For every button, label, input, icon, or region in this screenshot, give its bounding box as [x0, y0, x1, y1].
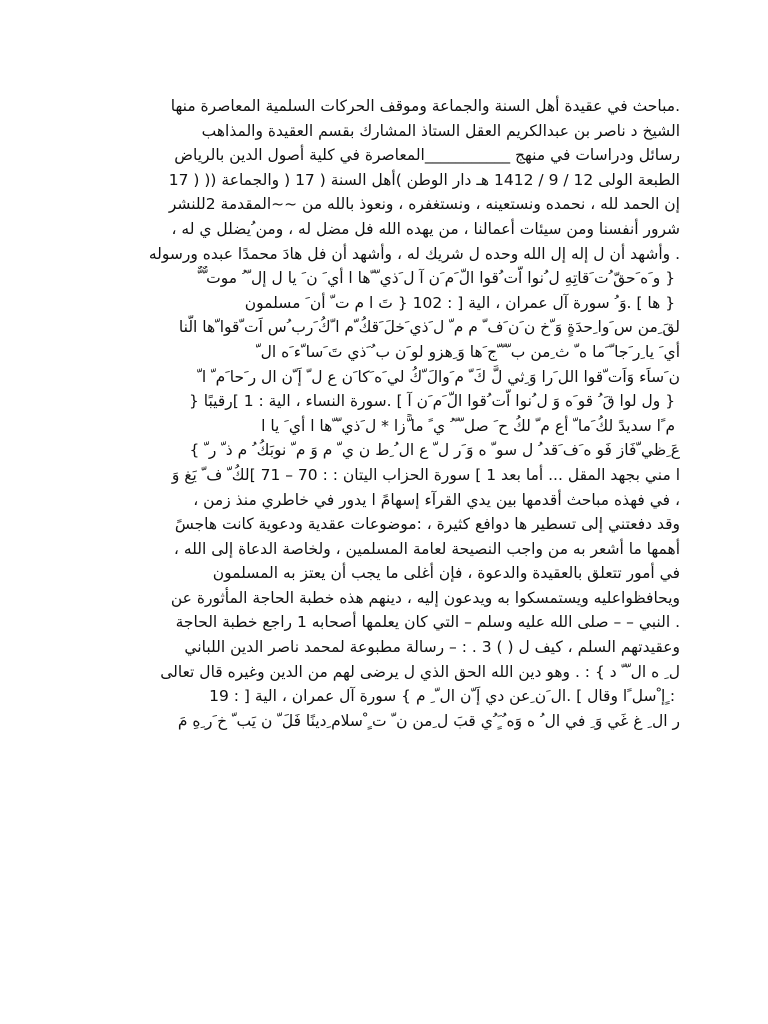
doc-line-15: عَ ِظي ّفَاز فَو ه َف َقد ُ ل سو ّ ه وَ َر ل ّ ع ال ُ ِط ن ي ّ م وَ م ّ نوبَكُ ُ م ذ ّ ر ّ }	[189, 441, 680, 460]
doc-line-7: . وأشهد أن ل إله إل الله وحده ل شريك له ، وأشهد أن فل هادَ محمدًا عبده ورسوله	[148, 244, 680, 263]
doc-line-12: ن َساَء وَاَت ّقوا الل َرا وَ ِثي لًّ كَ ّ م َوالَ ّكُ لي َه َكا َن ع ل ّ إَ ّن ال ر َحا َم ّ ا ّ	[197, 367, 680, 386]
doc-line-23: وعقيدتهم السلم ، كيف ل ( ) 3 . : – رسالة مطبوعة لمحمد ناصر الدين اللباني	[184, 638, 680, 657]
doc-line-17: ، في فهذه مباحث أقدمها بين يدي القرآء إسهامً ا يدور في خاطري منذ زمن ،	[193, 490, 680, 509]
doc-line-14: ٍَ م ًا سديدً لكُ َما ّ أع م ّ لكُ ح َ صل ّ ّ ُ ي ً ما ًّزا * ل َذي ّ ّها ا أي َ يا ا	[261, 416, 680, 435]
doc-line-16: ا مني بجهد المقل ... أما بعد 1 ] سورة الحزاب اليتان : : 70 – 71 ]لكُ ّ ف ّ يَغ وَ	[171, 465, 680, 484]
doc-line-8: ٍَ { و َه َحقّ ُت َقاتِهِ ل ُنوا اّت ُقوا الّ َم َن آ ل َذي ّ ّها ا أي َ ن َ يا ل إل ّ ُ موت ٌّ ٌّ	[196, 269, 680, 288]
doc-line-26: ر ال ِ غ غَي وَ ِ في ال ُ ه وَه ُ ٍَ ُي قبَ ل ِمن ن ّ ت ٍ ْسلام ِدينًا فَلَ ّ ن يَب ّ خ َر ِهِ مَ	[177, 711, 680, 730]
doc-line-3: رسائل ودراسات في منهج ___________المعاصرة في كلية أصول الدين بالرياض	[174, 146, 680, 165]
doc-line-25: ٍَ : ٍإ ْسل ًا وقال ] .ال َن ِعن دي إَ ّن ال ّ ِ م } سورة آل عمران ، الية [ : 19	[209, 687, 680, 706]
doc-line-22: . النبي – – صلى الله عليه وسلم – التي كان يعلمها أصحابه 1 راجع خطبة الحاجة	[175, 613, 680, 632]
doc-line-20: في أمور تتعلق بالعقيدة والدعوة ، فإن أغلى ما يجب أن يعتز به المسلمون	[212, 564, 680, 583]
doc-line-19: أهمها ما أشعر به من واجب النصيحة لعامة المسلمين ، ولخاصة الدعاة إلى الله ،	[173, 539, 680, 558]
doc-line-24: ل ِ ه ال ّ ّ د } : . وهو دين الله الحق الذي ل يرضى لهم من الدين وغيره قال تعالى	[160, 662, 680, 681]
doc-line-13: ٍَ { ول لوا قَ ُ قو َه وَ ل ُنوا اّت ُقوا الّ َم َن آ ] .سورة النساء ، الية : 1 ]رقيبًا {	[188, 392, 680, 411]
doc-line-2: الشيخ د ناصر بن عبدالكريم العقل الستاذ المشارك بقسم العقيدة والمذاهب	[201, 121, 680, 140]
doc-line-4: الطبعة الولى 12 / 9 / 1412 هـ دار الوطن )أهل السنة ( 17 ( والجماعة (( ( 17	[168, 170, 680, 189]
doc-line-1: .مباحث في عقيدة أهل السنة والجماعة وموقف الحركات السلمية المعاصرة منها	[170, 97, 680, 115]
doc-line-10: لقَ ِمن س َوا ِحدَةٍ وَ ّخ ن َن َف ّ م م ّ ل َذي َخلَ َقكُ ّم ا ّكُ َرب ُس اَت ّقوا ّها الّنا	[178, 318, 680, 337]
doc-line-21: ويحافظواعليه ويستمسكوا به ويدعون إليه ، دينهم هذه خطبة الحاجة المأثورة عن	[170, 588, 680, 607]
doc-line-18: وقد دفعتني إلى تسطير ها دوافع كثيرة ، :موضوعات عقدية ودعوية كانت هاجسً	[174, 515, 680, 534]
doc-line-6: شرور أنفسنا ومن سيئات أعمالنا ، من يهده الله فل مضل له ، ومن ُيضلل ي له ،	[171, 219, 680, 238]
doc-line-9: ٍَّ { ها ] .وَ ُ سورة آل عمران ، الية [ : 102 { تَ ا م ت ّ أن َ مسلمون	[244, 293, 680, 312]
doc-line-11: أي َ يا ِر َجا ّ َما ه ّ ث ِمن ب ّ ّ ّج َها وَ ِهزو لو َن ب ُ َذي تَ َسا ّء َه ال ّ	[256, 342, 680, 361]
doc-line-5: إن الحمد لله ، نحمده ونستعينه ، ونستغفره ، ونعوذ بالله من ~~المقدمة 2للنشر	[168, 195, 680, 214]
